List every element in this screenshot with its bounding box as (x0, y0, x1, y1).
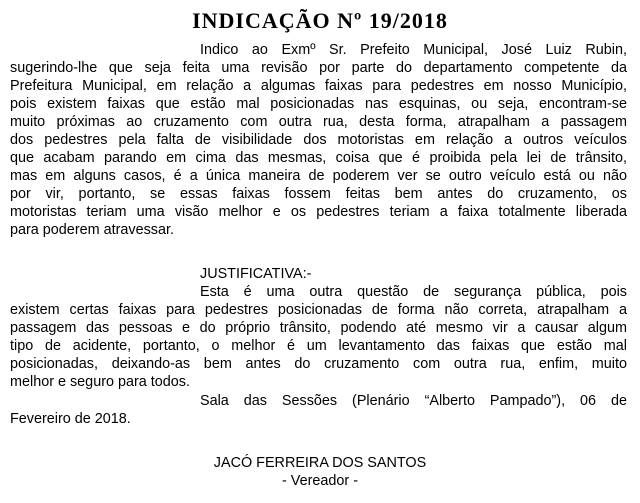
body-line: pois existem faixas que estão mal posicionadas nas esquinas, ou seja, encontram-se (10, 96, 627, 112)
signatory-role: - Vereador - (282, 473, 358, 489)
body-line: dos pedestres pela falta de visibilidade dos motoristas em relação a outros veículos (10, 132, 627, 148)
body-line: mas em alguns casos, é a única maneira de poderem ver se outro veículo está ou não (10, 168, 627, 184)
body-line: para poderem atravessar. (10, 222, 174, 238)
justification-line: melhor e seguro para todos. (10, 374, 190, 390)
signatory-name: JACÓ FERREIRA DOS SANTOS (213, 455, 427, 471)
body-line: que acabam parando em cima das mesmas, coisa que é proibida pela lei de trânsito, (10, 150, 627, 166)
body-line: por vir, portanto, se essas faixas fossem feitas bem antes do cruzamento, os (10, 186, 627, 202)
justification-label: JUSTIFICATIVA:- (200, 266, 312, 282)
document-title: INDICAÇÃO Nº 19/2018 (192, 8, 448, 33)
body-line: muito próximas ao cruzamento com outra rua, desta forma, atrapalham a passagem (10, 114, 627, 130)
justification-line: Esta é uma outra questão de segurança pública, pois (200, 284, 627, 300)
session-line: Fevereiro de 2018. (10, 411, 131, 427)
body-line: Indico ao Exmº Sr. Prefeito Municipal, José Luiz Rubin, (200, 42, 627, 58)
body-line: sugerindo-lhe que seja feita uma revisão por parte do departamento competente da (10, 60, 627, 76)
body-line: motoristas teriam uma visão melhor e os pedestres teriam a faixa totalmente liberada (10, 204, 627, 220)
justification-line: passagem das pessoas e do próprio trânsito, podendo até mesmo vir a causar algum (10, 320, 627, 336)
justification-line: existem certas faixas para pedestres posicionadas de forma não correta, atrapalham a (10, 302, 627, 318)
body-line: Prefeitura Municipal, em relação a algumas faixas para pedestres em nosso Município, (10, 78, 627, 94)
justification-line: posicionadas, deixando-as bem antes do cruzamento com outra rua, enfim, muito (10, 356, 627, 372)
session-line: Sala das Sessões (Plenário “Alberto Pampado”), 06 de (200, 393, 627, 409)
justification-line: tipo de acidente, portanto, o melhor é um levantamento das faixas que estão mal (10, 338, 627, 354)
